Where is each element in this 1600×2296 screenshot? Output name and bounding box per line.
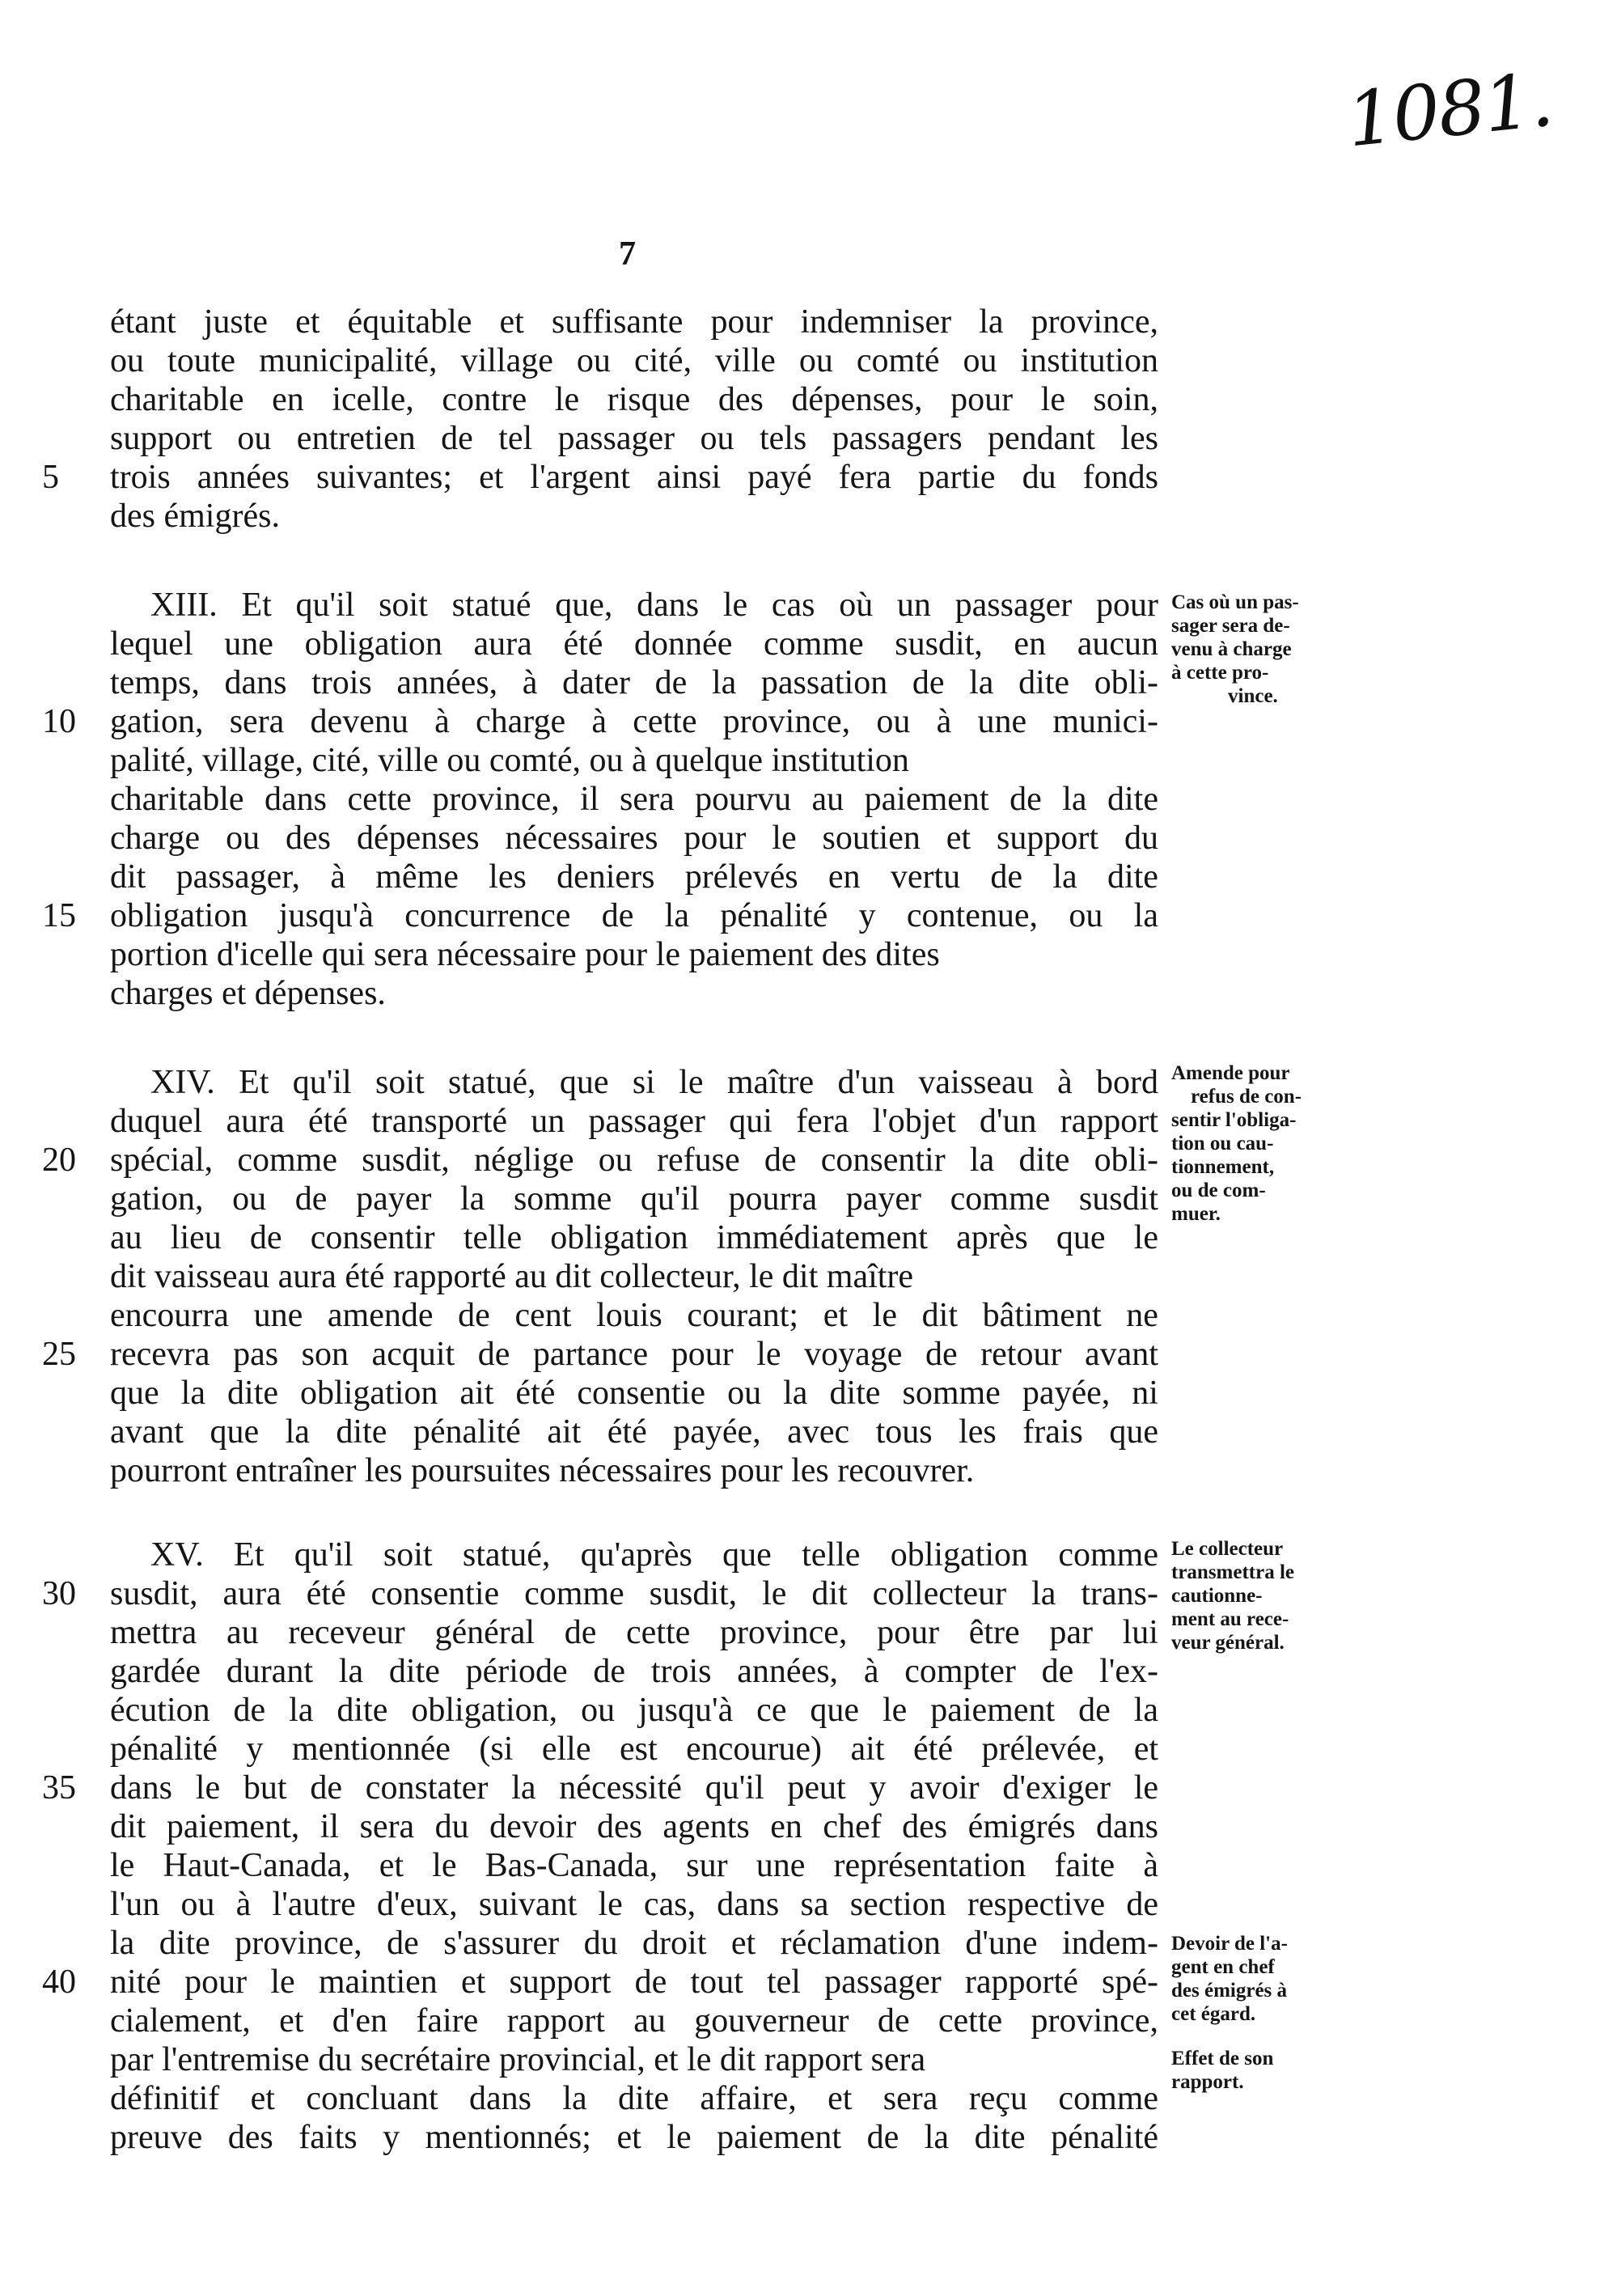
text-line: charge ou des dépenses nécessaires pour le soutien et support du bbox=[110, 820, 1158, 857]
text-line: cialement, et d'en faire rapport au gouverneur de cette province, bbox=[110, 2002, 1158, 2040]
text-line: que la dite obligation ait été consentie ou la dite somme payée, ni bbox=[110, 1375, 1158, 1412]
text-line: mettra au receveur général de cette province, pour être par lui bbox=[110, 1614, 1158, 1651]
handwritten-archive-number: 1081. bbox=[1343, 56, 1556, 164]
margin-note-agent-duty: Devoir de l'a- gent en chef des émigrés à cet égard. bbox=[1171, 1933, 1288, 2025]
text-line: charitable en icelle, contre le risque des dépenses, pour le soin, bbox=[110, 381, 1159, 418]
line-number: 30 bbox=[42, 1575, 76, 1612]
text-line: susdit, aura été consentie comme susdit, le dit collecteur la trans- bbox=[110, 1575, 1158, 1612]
text-line: temps, dans trois années, à dater de la passation de la dite obli- bbox=[110, 664, 1159, 701]
text-line: recevra pas son acquit de partance pour le voyage de retour avant bbox=[110, 1336, 1158, 1373]
text-line: portion d'icelle qui sera nécessaire pour le paiement des dites bbox=[110, 936, 940, 973]
text-line: obligation jusqu'à concurrence de la pénalité y contenue, ou la bbox=[110, 897, 1158, 934]
margin-note-section-xiii: Cas où un pas- sager sera de- venu à charge à cette pro- vince. bbox=[1171, 591, 1299, 707]
section-xv-first-line: XV. Et qu'il soit statué, qu'après que telle obligation comme bbox=[150, 1536, 1158, 1574]
text-line: trois années suivantes; et l'argent ainsi payé fera partie du fonds bbox=[110, 459, 1158, 496]
text-line: encourra une amende de cent louis courant; et le dit bâtiment ne bbox=[110, 1297, 1158, 1334]
text-line: lequel une obligation aura été donnée comme susdit, en aucun bbox=[110, 625, 1159, 663]
text-line: preuve des faits y mentionnés; et le paiement de la dite pénalité bbox=[110, 2119, 1159, 2156]
text-line: avant que la dite pénalité ait été payée, avec tous les frais que bbox=[110, 1413, 1159, 1451]
text-line: gation, ou de payer la somme qu'il pourra payer comme susdit bbox=[110, 1180, 1158, 1218]
text-line: définitif et concluant dans la dite affaire, et sera reçu comme bbox=[110, 2080, 1159, 2117]
text-line: charitable dans cette province, il sera pourvu au paiement de la dite bbox=[110, 781, 1158, 818]
section-xiii-first-line: XIII. Et qu'il soit statué que, dans le cas où un passager pour bbox=[150, 587, 1158, 624]
text-line: l'un ou à l'autre d'eux, suivant le cas, dans sa section respective de bbox=[110, 1886, 1158, 1923]
text-line: charges et dépenses. bbox=[110, 975, 386, 1012]
text-line: le Haut-Canada, et le Bas-Canada, sur une représentation faite à bbox=[110, 1847, 1158, 1884]
text-line: dit passager, à même les deniers prélevés en vertu de la dite bbox=[110, 858, 1158, 896]
text-line: dans le but de constater la nécessité qu'il peut y avoir d'exiger le bbox=[110, 1769, 1159, 1807]
text-line: gardée durant la dite période de trois années, à compter de l'ex- bbox=[110, 1653, 1158, 1690]
text-line: pénalité y mentionnée (si elle est encourue) ait été prélevée, et bbox=[110, 1730, 1159, 1768]
text-line: ou toute municipalité, village ou cité, ville ou comté ou institution bbox=[110, 342, 1158, 379]
text-line: par l'entremise du secrétaire provincial, et le dit rapport sera bbox=[110, 2041, 926, 2078]
page-number: 7 bbox=[619, 235, 636, 273]
text-line: palité, village, cité, ville ou comté, ou à quelque institution bbox=[110, 742, 909, 779]
text-line: support ou entretien de tel passager ou tels passagers pendant les bbox=[110, 420, 1159, 457]
text-line: duquel aura été transporté un passager qui fera l'objet d'un rapport bbox=[110, 1103, 1158, 1140]
line-number: 15 bbox=[42, 897, 76, 934]
line-number: 35 bbox=[42, 1769, 76, 1807]
line-number: 25 bbox=[42, 1336, 76, 1373]
text-line: spécial, comme susdit, néglige ou refuse de consentir la dite obli- bbox=[110, 1142, 1158, 1179]
text-line: étant juste et équitable et suffisante pour indemniser la province, bbox=[110, 303, 1159, 341]
margin-note-report-effect: Effet de son rapport. bbox=[1171, 2048, 1274, 2093]
line-number: 10 bbox=[42, 703, 76, 740]
text-line: écution de la dite obligation, ou jusqu'à ce que le paiement de la bbox=[110, 1692, 1158, 1729]
text-line: pourront entraîner les poursuites nécessaires pour les recouvrer. bbox=[110, 1452, 975, 1489]
text-line: des émigrés. bbox=[110, 498, 280, 535]
text-line: dit vaisseau aura été rapporté au dit collecteur, le dit maître bbox=[110, 1258, 914, 1295]
margin-note-section-xv: Le collecteur transmettra le cautionne- ment au rece- veur général. bbox=[1171, 1538, 1295, 1654]
text-line: au lieu de consentir telle obligation immédiatement après que le bbox=[110, 1219, 1158, 1256]
text-line: nité pour le maintien et support de tout tel passager rapporté spé- bbox=[110, 1963, 1158, 2001]
section-xiv-first-line: XIV. Et qu'il soit statué, que si le maître d'un vaisseau à bord bbox=[150, 1064, 1159, 1101]
line-number: 20 bbox=[42, 1142, 76, 1179]
line-number: 40 bbox=[42, 1963, 76, 2001]
text-line: gation, sera devenu à charge à cette province, ou à une munici- bbox=[110, 703, 1158, 740]
margin-note-section-xiv: Amende pour refus de con- sentir l'obliga- tion ou cau- tionnement, ou de com- muer. bbox=[1171, 1062, 1302, 1225]
text-line: la dite province, de s'assurer du droit et réclamation d'une indem- bbox=[110, 1925, 1158, 1962]
line-number: 5 bbox=[42, 459, 59, 496]
text-line: dit paiement, il sera du devoir des agents en chef des émigrés dans bbox=[110, 1808, 1159, 1845]
